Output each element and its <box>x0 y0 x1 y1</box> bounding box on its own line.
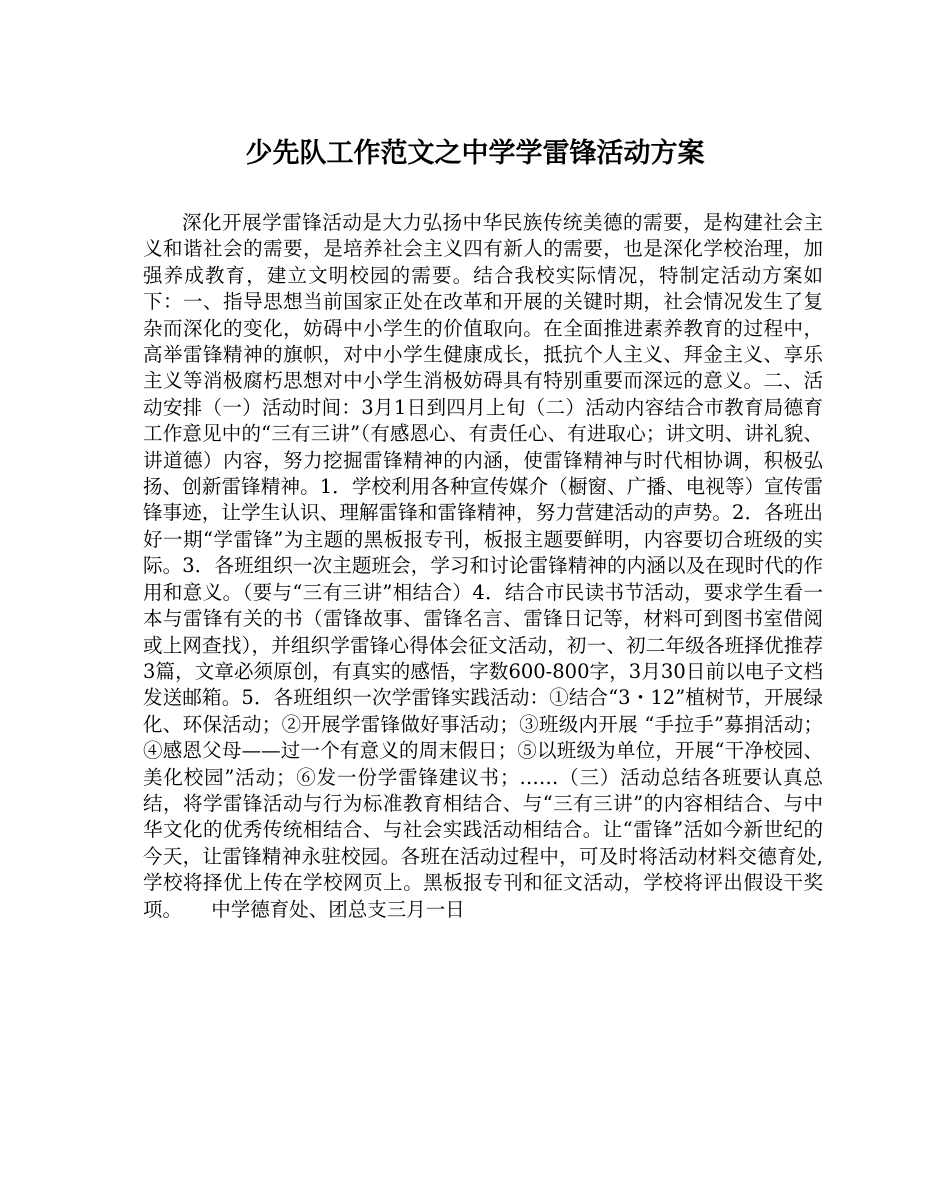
document-body-paragraph: 深化开展学雷锋活动是大力弘扬中华民族传统美德的需要，是构建社会主义和谐社会的需要，是培养社会主义四有新人的需要，也是深化学校治理，加强养成教育，建立文明校园的需要。结合我校实际情况，特制定活动方案如下：一、指导思想当前国家正处在改革和开展的关键时期，社会情况发生了复杂而深化的变化，妨碍中小学生的价值取向。在全面推进素养教育的过程中，高举雷锋精神的旗帜，对中小学生健康成长，抵抗个人主义、拜金主义、享乐主义等消极腐朽思想对中小学生消极妨碍具有特别重要而深远的意义。二、活动安排（一）活动时间：3月1日到四月上旬（二）活动内容结合市教育局德育工作意见中的“三有三讲”（有感恩心、有责任心、有进取心；讲文明、讲礼貌、讲道德）内容，努力挖掘雷锋精神的内涵，使雷锋精神与时代相协调，积极弘扬、创新雷锋精神。1．学校利用各种宣传媒介（橱窗、广播、电视等）宣传雷锋事迹，让学生认识、理解雷锋和雷锋精神，努力营建活动的声势。2．各班出好一期“学雷锋”为主题的黑板报专刊，板报主题要鲜明，内容要切合班级的实际。3．各班组织一次主题班会，学习和讨论雷锋精神的内涵以及在现时代的作用和意义。（要与“三有三讲”相结合）4．结合市民读书节活动，要求学生看一本与雷锋有关的书（雷锋故事、雷锋名言、雷锋日记等，材料可到图书室借阅或上网查找），并组织学雷锋心得体会征文活动，初一、初二年级各班择优推荐3篇，文章必须原创，有真实的感悟，字数600-800字，3月30日前以电子文档发送邮箱。5．各班组织一次学雷锋实践活动：①结合“3・12”植树节，开展绿化、环保活动；②开展学雷锋做好事活动；③班级内开展 “手拉手”募捐活动；④感恩父母——过一个有意义的周末假日；⑤以班级为单位，开展“干净校园、美化校园”活动；⑥发一份学雷锋建议书；……（三）活动总结各班要认真总结，将学雷锋活动与行为标准教育相结合、与“三有三讲”的内容相结合、与中华文化的优秀传统相结合、与社会实践活动相结合。让“雷锋”活如今新世纪的今天，让雷锋精神永驻校园。各班在活动过程中，可及时将活动材料交德育处,学校将择优上传在学校网页上。黑板报专刊和征文活动，学校将评出假设干奖项。 中学德育处、团总支三月一日 <box>143 211 823 921</box>
document-title: 少先队工作范文之中学学雷锋活动方案 <box>245 138 705 169</box>
